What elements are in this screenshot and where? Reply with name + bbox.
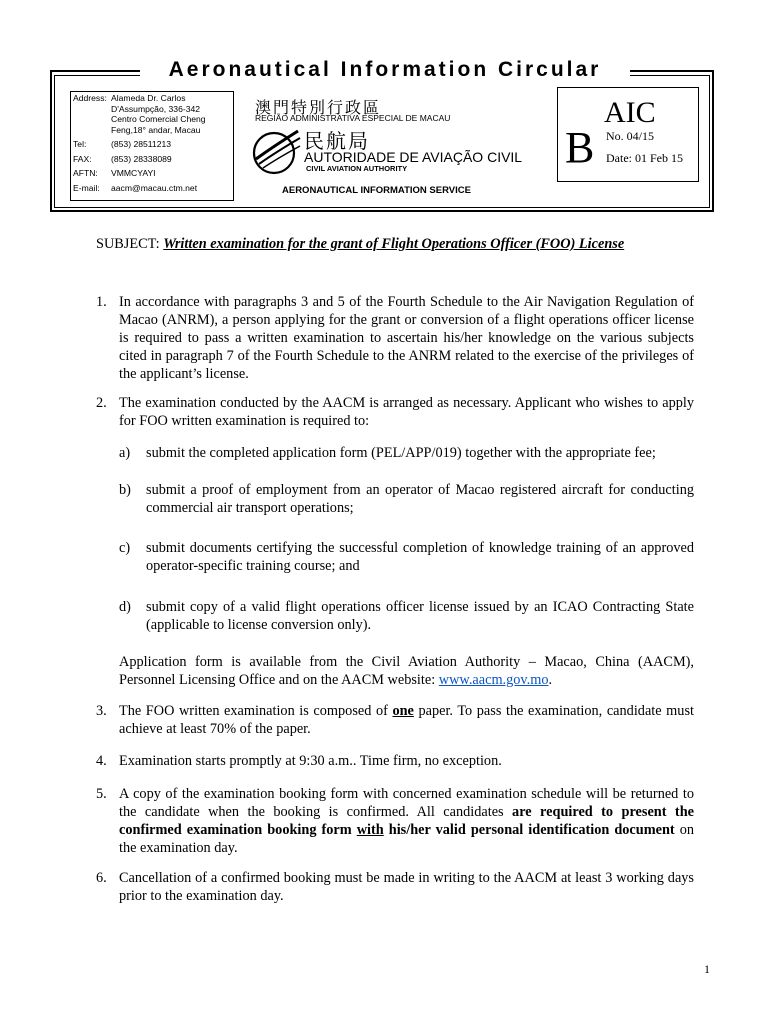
list-label: a) (119, 445, 131, 461)
application-form-note (119, 653, 694, 689)
address-row (73, 93, 186, 104)
aic-label: AIC (604, 96, 656, 129)
logo-authority-english: CIVIL AVIATION AUTHORITY (306, 164, 408, 173)
list-item: submit documents certifying the successful completion of knowledge training of an approved operator-specific training course; and (146, 540, 694, 574)
address-line: Alameda Dr. Carlos (111, 93, 186, 103)
tel-key: Tel: (73, 139, 87, 149)
logo-region-portuguese: REGIÃO ADMINISTRATIVA ESPECIAL DE MACAU (255, 113, 451, 123)
address-line: Centro Comercial Cheng (111, 114, 206, 125)
email-key: E-mail: (73, 183, 100, 193)
aic-series-letter: B (565, 123, 595, 172)
subject-line (96, 235, 624, 253)
paragraph-2: The examination conducted by the AACM is arranged as necessary. Applicant who wishes to apply for FOO written examination is required to: (119, 395, 694, 429)
paragraph-number: 3. (96, 703, 107, 719)
note-text: Application form is available from the Civil Aviation Authority – Macao, China (AACM), Personnel Licensing Office and on the AACM website: (119, 654, 694, 688)
list-item: submit the completed application form (PEL/APP/019) together with the appropriate fee; (146, 445, 656, 461)
subject-title: Written examination for the grant of Flight Operations Officer (FOO) License (163, 236, 625, 252)
paragraph-number: 2. (96, 395, 107, 411)
note-end: . (548, 672, 553, 688)
address-line: D'Assumpção, 336-342 (111, 103, 201, 114)
list-item: submit a proof of employment from an operator of Macao registered aircraft for conducting commercial air transport operations; (146, 482, 694, 516)
aviation-authority-logo-icon (250, 126, 302, 176)
logo-authority-portuguese: AUTORIDADE DE AVIAÇÃO CIVIL (304, 149, 523, 165)
tel-value: (853) 28511213 (111, 139, 172, 149)
p3-text: The FOO written examination is composed of (119, 703, 393, 719)
list-label: b) (119, 482, 131, 498)
page-number: 1 (704, 962, 710, 976)
aic-number: No. 04/15 (606, 129, 654, 143)
p5-text: on the examination day. (119, 822, 695, 856)
aftn-value: VMMCYAYI (111, 168, 156, 178)
p5-underline: with (356, 822, 384, 838)
address-key: Address: (73, 93, 107, 103)
p5-text: A copy of the examination booking form with concerned examination schedule will be returned to the candidate when the booking is confirmed. All candidates (119, 786, 694, 820)
fax-value: (853) 28338089 (111, 154, 172, 164)
p3-text: paper. To pass the examination, candidate must achieve at least 70% of the paper. (119, 703, 694, 737)
p5-bold: his/her valid personal identification document (383, 822, 675, 838)
aftn-key: AFTN: (73, 168, 98, 178)
paragraph-number: 6. (96, 870, 107, 886)
logo-region-chinese: 澳門特別行政區 (255, 98, 382, 117)
list-label: c) (119, 540, 131, 556)
fax-key: FAX: (73, 154, 92, 164)
paragraph-6: Cancellation of a confirmed booking must be made in writing to the AACM at least 3 working days prior to the examination day. (119, 870, 694, 904)
service-name: AERONAUTICAL INFORMATION SERVICE (282, 185, 471, 196)
paragraph-number: 5. (96, 786, 107, 802)
email-value: aacm@macau.ctm.net (111, 183, 198, 193)
aacm-website-link[interactable]: www.aacm.gov.mo (438, 672, 549, 688)
paragraph-number: 4. (96, 753, 107, 769)
logo-authority-chinese: 民航局 (304, 129, 370, 153)
p3-emphasis: one (392, 703, 414, 719)
list-item: submit copy of a valid flight operations officer license issued by an ICAO Contracting State (applicable to license conversion only). (146, 599, 694, 633)
email-row (73, 183, 198, 194)
address-block (70, 91, 234, 201)
address-line: Feng,18° andar, Macau (111, 124, 201, 135)
tel-row (73, 139, 172, 150)
p5-bold: are required to present the confirmed examination booking form (119, 804, 694, 838)
paragraph-number: 1. (96, 294, 107, 310)
aic-date: Date: 01 Feb 15 (606, 151, 683, 165)
list-label: d) (119, 599, 131, 615)
paragraph-1: In accordance with paragraphs 3 and 5 of the Fourth Schedule to the Air Navigation Regulation of Macao (ANRM), a person applying for the grant or conversion of a flight operations officer license is required to pass a written examination to ascertain his/her knowledge on the various subjects cited in paragraph 7 of the Fourth Schedule to the ANRM related to the exercise of the privileges of the applicant’s license. (119, 294, 694, 382)
circular-title: Aeronautical Information Circular (140, 56, 630, 84)
paragraph-5 (119, 785, 694, 857)
paragraph-4: Examination starts promptly at 9:30 a.m.. Time firm, no exception. (119, 753, 502, 769)
paragraph-3 (119, 702, 694, 738)
fax-row (73, 154, 172, 165)
aftn-row (73, 168, 156, 179)
subject-label: SUBJECT: (96, 236, 160, 252)
